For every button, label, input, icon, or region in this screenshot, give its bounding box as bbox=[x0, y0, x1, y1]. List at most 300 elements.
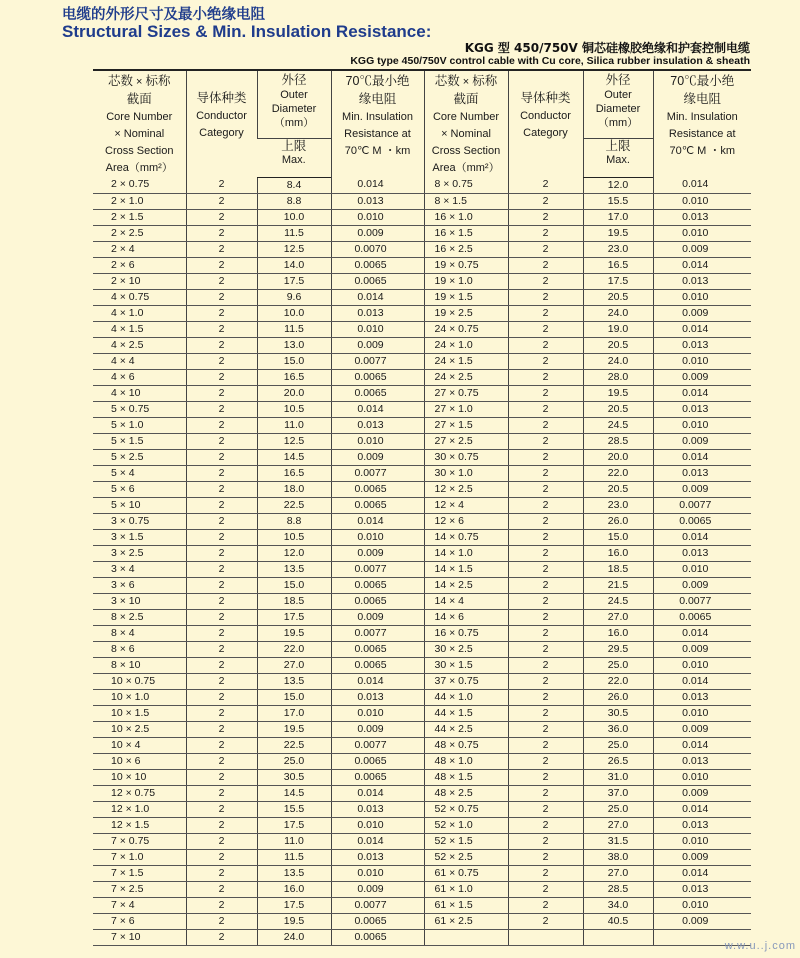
cell-insulation-resistance: 0.009 bbox=[331, 337, 424, 353]
cell-insulation-resistance: 0.014 bbox=[331, 785, 424, 801]
cell-outer-diameter-2: 28.0 bbox=[583, 369, 653, 385]
table-row bbox=[93, 273, 751, 289]
cell-core-size-2: 30 × 1.5 bbox=[424, 657, 508, 673]
cell-insulation-resistance-2: 0.0065 bbox=[653, 609, 751, 625]
cell-insulation-resistance: 0.0065 bbox=[331, 273, 424, 289]
cell-outer-diameter: 20.0 bbox=[257, 385, 331, 401]
cell-core-size-2: 52 × 0.75 bbox=[424, 801, 508, 817]
cell-outer-diameter-2: 29.5 bbox=[583, 641, 653, 657]
cell-core-size: 7 × 6 bbox=[93, 913, 186, 929]
cell-insulation-resistance-2: 0.010 bbox=[653, 561, 751, 577]
cell-insulation-resistance-2: 0.014 bbox=[653, 449, 751, 465]
cell-outer-diameter: 14.0 bbox=[257, 257, 331, 273]
cell-outer-diameter: 22.0 bbox=[257, 641, 331, 657]
cell-outer-diameter-2: 27.0 bbox=[583, 817, 653, 833]
cell-insulation-resistance: 0.013 bbox=[331, 689, 424, 705]
cell-insulation-resistance: 0.0065 bbox=[331, 753, 424, 769]
cell-conductor: 2 bbox=[186, 273, 257, 289]
cell-insulation-resistance-2: 0.0077 bbox=[653, 593, 751, 609]
cell-insulation-resistance-2: 0.013 bbox=[653, 817, 751, 833]
cell-outer-diameter-2: 38.0 bbox=[583, 849, 653, 865]
cell-conductor-2: 2 bbox=[508, 417, 583, 433]
table-row bbox=[93, 593, 751, 609]
cell-core-size-2: 14 × 1.5 bbox=[424, 561, 508, 577]
cell-insulation-resistance: 0.0065 bbox=[331, 593, 424, 609]
cell-conductor-2: 2 bbox=[508, 481, 583, 497]
cell-core-size-2: 44 × 1.5 bbox=[424, 705, 508, 721]
cell-outer-diameter-2: 34.0 bbox=[583, 897, 653, 913]
watermark: w.w.u..j.com bbox=[724, 940, 796, 952]
cell-outer-diameter-2: 15.0 bbox=[583, 529, 653, 545]
cell-outer-diameter-2: 40.5 bbox=[583, 913, 653, 929]
cell-outer-diameter-2 bbox=[583, 929, 653, 945]
cell-core-size-2: 16 × 0.75 bbox=[424, 625, 508, 641]
cell-conductor: 2 bbox=[186, 929, 257, 945]
cell-insulation-resistance: 0.0065 bbox=[331, 641, 424, 657]
cell-conductor: 2 bbox=[186, 337, 257, 353]
cell-outer-diameter-2: 23.0 bbox=[583, 241, 653, 257]
cell-core-size: 10 × 0.75 bbox=[93, 673, 186, 689]
page-title-cn: 电缆的外形尺寸及最小绝缘电阻 bbox=[62, 7, 265, 23]
cell-outer-diameter: 13.5 bbox=[257, 865, 331, 881]
header-diameter-max: 上限 Max. bbox=[257, 138, 331, 177]
cell-insulation-resistance-2: 0.009 bbox=[653, 721, 751, 737]
cell-core-size-2: 12 × 6 bbox=[424, 513, 508, 529]
header-outer-diameter: 外径 Outer Diameter （mm） bbox=[257, 70, 331, 138]
cell-core-size: 4 × 1.5 bbox=[93, 321, 186, 337]
cell-conductor-2: 2 bbox=[508, 577, 583, 593]
cell-outer-diameter-2: 17.5 bbox=[583, 273, 653, 289]
cell-insulation-resistance-2: 0.0077 bbox=[653, 497, 751, 513]
cell-insulation-resistance-2: 0.009 bbox=[653, 785, 751, 801]
cell-insulation-resistance-2: 0.013 bbox=[653, 273, 751, 289]
cell-core-size-2: 24 × 1.0 bbox=[424, 337, 508, 353]
cell-outer-diameter-2: 28.5 bbox=[583, 881, 653, 897]
table-row bbox=[93, 481, 751, 497]
table-row bbox=[93, 529, 751, 545]
cell-insulation-resistance: 0.010 bbox=[331, 209, 424, 225]
cell-outer-diameter: 18.5 bbox=[257, 593, 331, 609]
table-row bbox=[93, 769, 751, 785]
cell-outer-diameter-2: 20.0 bbox=[583, 449, 653, 465]
cell-core-size-2: 30 × 2.5 bbox=[424, 641, 508, 657]
cell-insulation-resistance-2: 0.013 bbox=[653, 689, 751, 705]
cell-conductor: 2 bbox=[186, 401, 257, 417]
cell-outer-diameter-2: 16.0 bbox=[583, 625, 653, 641]
cell-core-size-2: 30 × 0.75 bbox=[424, 449, 508, 465]
cell-insulation-resistance-2: 0.009 bbox=[653, 481, 751, 497]
cell-conductor: 2 bbox=[186, 513, 257, 529]
table-row bbox=[93, 369, 751, 385]
cell-core-size: 12 × 1.5 bbox=[93, 817, 186, 833]
cell-conductor-2: 2 bbox=[508, 497, 583, 513]
cell-core-size-2: 16 × 2.5 bbox=[424, 241, 508, 257]
cell-conductor: 2 bbox=[186, 849, 257, 865]
cell-outer-diameter: 14.5 bbox=[257, 449, 331, 465]
cell-core-size: 2 × 1.5 bbox=[93, 209, 186, 225]
cell-insulation-resistance-2: 0.010 bbox=[653, 353, 751, 369]
cell-insulation-resistance-2: 0.010 bbox=[653, 657, 751, 673]
cell-outer-diameter: 17.5 bbox=[257, 273, 331, 289]
cell-insulation-resistance: 0.0077 bbox=[331, 465, 424, 481]
table-row bbox=[93, 625, 751, 641]
cell-insulation-resistance-2: 0.009 bbox=[653, 433, 751, 449]
table-row bbox=[93, 913, 751, 929]
table-row bbox=[93, 545, 751, 561]
cell-insulation-resistance-2: 0.014 bbox=[653, 529, 751, 545]
cell-core-size: 4 × 6 bbox=[93, 369, 186, 385]
cell-insulation-resistance-2: 0.013 bbox=[653, 545, 751, 561]
cell-insulation-resistance-2: 0.014 bbox=[653, 177, 751, 193]
cell-core-size-2: 48 × 0.75 bbox=[424, 737, 508, 753]
cell-conductor-2: 2 bbox=[508, 897, 583, 913]
cell-conductor: 2 bbox=[186, 449, 257, 465]
cell-outer-diameter: 10.0 bbox=[257, 209, 331, 225]
table-row bbox=[93, 241, 751, 257]
cell-core-size-2: 24 × 2.5 bbox=[424, 369, 508, 385]
table-row bbox=[93, 705, 751, 721]
table-row bbox=[93, 257, 751, 273]
cell-insulation-resistance-2: 0.010 bbox=[653, 417, 751, 433]
cell-core-size: 5 × 0.75 bbox=[93, 401, 186, 417]
cell-conductor-2: 2 bbox=[508, 641, 583, 657]
cell-insulation-resistance: 0.013 bbox=[331, 849, 424, 865]
cell-conductor: 2 bbox=[186, 897, 257, 913]
cell-outer-diameter-2: 20.5 bbox=[583, 289, 653, 305]
cell-conductor: 2 bbox=[186, 529, 257, 545]
header-core-size-2: 芯数 × 标称 截面 Core Number × Nominal Cross Section Area（mm²） bbox=[424, 70, 508, 177]
cell-insulation-resistance: 0.014 bbox=[331, 177, 424, 193]
cell-insulation-resistance-2: 0.009 bbox=[653, 369, 751, 385]
cell-core-size-2: 61 × 1.5 bbox=[424, 897, 508, 913]
cell-core-size: 3 × 0.75 bbox=[93, 513, 186, 529]
cell-outer-diameter: 22.5 bbox=[257, 737, 331, 753]
cell-outer-diameter-2: 21.5 bbox=[583, 577, 653, 593]
table-row bbox=[93, 673, 751, 689]
table-row bbox=[93, 353, 751, 369]
cell-insulation-resistance-2: 0.014 bbox=[653, 321, 751, 337]
cell-outer-diameter: 27.0 bbox=[257, 657, 331, 673]
cell-core-size: 4 × 4 bbox=[93, 353, 186, 369]
cell-outer-diameter-2: 26.0 bbox=[583, 513, 653, 529]
cell-outer-diameter-2: 31.0 bbox=[583, 769, 653, 785]
table-row bbox=[93, 785, 751, 801]
header-insulation: 70℃最小绝 缘电阻 Min. Insulation Resistance at 70℃ M ・km bbox=[331, 70, 424, 177]
cell-core-size-2: 14 × 6 bbox=[424, 609, 508, 625]
cell-insulation-resistance: 0.013 bbox=[331, 417, 424, 433]
cell-insulation-resistance-2: 0.009 bbox=[653, 241, 751, 257]
cell-core-size-2: 52 × 1.5 bbox=[424, 833, 508, 849]
cell-outer-diameter: 15.5 bbox=[257, 801, 331, 817]
cell-insulation-resistance: 0.014 bbox=[331, 513, 424, 529]
cell-outer-diameter-2: 22.0 bbox=[583, 673, 653, 689]
table-row bbox=[93, 225, 751, 241]
cell-conductor-2: 2 bbox=[508, 257, 583, 273]
cell-core-size: 8 × 6 bbox=[93, 641, 186, 657]
cell-outer-diameter: 18.0 bbox=[257, 481, 331, 497]
cell-insulation-resistance-2: 0.014 bbox=[653, 865, 751, 881]
cell-outer-diameter-2: 19.5 bbox=[583, 225, 653, 241]
cell-outer-diameter: 17.5 bbox=[257, 609, 331, 625]
cell-outer-diameter: 19.5 bbox=[257, 625, 331, 641]
cell-core-size: 5 × 10 bbox=[93, 497, 186, 513]
cell-core-size-2: 61 × 1.0 bbox=[424, 881, 508, 897]
cell-outer-diameter: 10.5 bbox=[257, 401, 331, 417]
cell-core-size-2: 27 × 1.5 bbox=[424, 417, 508, 433]
table-row bbox=[93, 209, 751, 225]
cell-core-size: 12 × 1.0 bbox=[93, 801, 186, 817]
cell-insulation-resistance: 0.0065 bbox=[331, 257, 424, 273]
cell-outer-diameter-2: 16.0 bbox=[583, 545, 653, 561]
cell-outer-diameter-2: 25.0 bbox=[583, 801, 653, 817]
cell-conductor: 2 bbox=[186, 561, 257, 577]
cell-outer-diameter-2: 30.5 bbox=[583, 705, 653, 721]
table-row bbox=[93, 193, 751, 209]
cell-outer-diameter: 11.5 bbox=[257, 321, 331, 337]
cell-outer-diameter: 8.8 bbox=[257, 513, 331, 529]
table-row bbox=[93, 177, 751, 193]
header-conductor: 导体种类 Conductor Category bbox=[186, 70, 257, 177]
cell-core-size-2: 30 × 1.0 bbox=[424, 465, 508, 481]
cell-conductor: 2 bbox=[186, 545, 257, 561]
cell-core-size-2: 14 × 1.0 bbox=[424, 545, 508, 561]
cell-conductor: 2 bbox=[186, 753, 257, 769]
cell-conductor-2: 2 bbox=[508, 833, 583, 849]
cell-conductor: 2 bbox=[186, 193, 257, 209]
cell-insulation-resistance-2: 0.014 bbox=[653, 625, 751, 641]
cell-conductor-2: 2 bbox=[508, 369, 583, 385]
cell-outer-diameter-2: 31.5 bbox=[583, 833, 653, 849]
cell-core-size: 10 × 6 bbox=[93, 753, 186, 769]
cell-conductor-2: 2 bbox=[508, 177, 583, 193]
cell-outer-diameter-2: 20.5 bbox=[583, 401, 653, 417]
cell-core-size: 7 × 10 bbox=[93, 929, 186, 945]
cell-insulation-resistance: 0.013 bbox=[331, 801, 424, 817]
cell-conductor-2: 2 bbox=[508, 721, 583, 737]
cell-outer-diameter-2: 18.5 bbox=[583, 561, 653, 577]
cell-conductor: 2 bbox=[186, 353, 257, 369]
cell-conductor-2: 2 bbox=[508, 913, 583, 929]
cell-outer-diameter: 11.5 bbox=[257, 225, 331, 241]
cell-conductor: 2 bbox=[186, 321, 257, 337]
cell-outer-diameter: 8.4 bbox=[257, 177, 331, 193]
cell-outer-diameter-2: 28.5 bbox=[583, 433, 653, 449]
cell-conductor: 2 bbox=[186, 833, 257, 849]
cell-insulation-resistance: 0.014 bbox=[331, 833, 424, 849]
cell-conductor-2: 2 bbox=[508, 289, 583, 305]
table-row bbox=[93, 449, 751, 465]
cell-core-size: 7 × 4 bbox=[93, 897, 186, 913]
cell-core-size-2: 61 × 0.75 bbox=[424, 865, 508, 881]
cell-core-size: 10 × 2.5 bbox=[93, 721, 186, 737]
cell-conductor-2: 2 bbox=[508, 465, 583, 481]
cell-core-size: 10 × 1.5 bbox=[93, 705, 186, 721]
cell-conductor: 2 bbox=[186, 593, 257, 609]
cell-core-size: 4 × 10 bbox=[93, 385, 186, 401]
cell-conductor-2: 2 bbox=[508, 705, 583, 721]
cell-insulation-resistance-2: 0.0065 bbox=[653, 513, 751, 529]
cell-core-size: 2 × 10 bbox=[93, 273, 186, 289]
table-row bbox=[93, 801, 751, 817]
cell-outer-diameter: 12.5 bbox=[257, 433, 331, 449]
table-row bbox=[93, 881, 751, 897]
cell-core-size-2: 61 × 2.5 bbox=[424, 913, 508, 929]
cell-insulation-resistance-2: 0.014 bbox=[653, 673, 751, 689]
cell-conductor: 2 bbox=[186, 609, 257, 625]
cell-conductor-2 bbox=[508, 929, 583, 945]
cell-outer-diameter: 15.0 bbox=[257, 353, 331, 369]
page-title-en: Structural Sizes & Min. Insulation Resistance: bbox=[62, 22, 432, 41]
cell-conductor-2: 2 bbox=[508, 849, 583, 865]
cell-conductor: 2 bbox=[186, 177, 257, 193]
cell-outer-diameter: 17.5 bbox=[257, 817, 331, 833]
cell-core-size: 5 × 6 bbox=[93, 481, 186, 497]
cell-conductor: 2 bbox=[186, 913, 257, 929]
cell-outer-diameter-2: 24.5 bbox=[583, 417, 653, 433]
cell-outer-diameter: 30.5 bbox=[257, 769, 331, 785]
table-subtitle-cn: KGG 型 450/750V 铜芯硅橡胶绝缘和护套控制电缆 bbox=[464, 41, 750, 55]
cell-core-size-2: 44 × 1.0 bbox=[424, 689, 508, 705]
header-core-size: 芯数 × 标称 截面 Core Number × Nominal Cross Section Area（mm²） bbox=[93, 70, 186, 177]
cell-conductor: 2 bbox=[186, 785, 257, 801]
cell-outer-diameter-2: 15.5 bbox=[583, 193, 653, 209]
cell-conductor: 2 bbox=[186, 817, 257, 833]
cell-core-size: 8 × 2.5 bbox=[93, 609, 186, 625]
cell-conductor-2: 2 bbox=[508, 545, 583, 561]
cell-conductor: 2 bbox=[186, 881, 257, 897]
cable-spec-table bbox=[93, 69, 751, 946]
cell-core-size: 2 × 0.75 bbox=[93, 177, 186, 193]
cell-insulation-resistance-2: 0.013 bbox=[653, 465, 751, 481]
cell-outer-diameter: 12.0 bbox=[257, 545, 331, 561]
cell-conductor: 2 bbox=[186, 801, 257, 817]
cell-outer-diameter: 11.0 bbox=[257, 417, 331, 433]
cell-insulation-resistance: 0.0065 bbox=[331, 497, 424, 513]
cell-conductor-2: 2 bbox=[508, 529, 583, 545]
cell-conductor: 2 bbox=[186, 481, 257, 497]
cell-outer-diameter-2: 19.0 bbox=[583, 321, 653, 337]
cell-insulation-resistance: 0.010 bbox=[331, 529, 424, 545]
cell-insulation-resistance: 0.010 bbox=[331, 705, 424, 721]
cell-conductor: 2 bbox=[186, 209, 257, 225]
cell-conductor-2: 2 bbox=[508, 385, 583, 401]
table-row bbox=[93, 689, 751, 705]
cell-conductor: 2 bbox=[186, 369, 257, 385]
cell-core-size: 5 × 2.5 bbox=[93, 449, 186, 465]
cell-conductor-2: 2 bbox=[508, 737, 583, 753]
cell-insulation-resistance: 0.009 bbox=[331, 721, 424, 737]
table-row bbox=[93, 385, 751, 401]
cell-insulation-resistance: 0.010 bbox=[331, 817, 424, 833]
cell-conductor-2: 2 bbox=[508, 817, 583, 833]
cell-outer-diameter-2: 23.0 bbox=[583, 497, 653, 513]
cell-core-size-2: 19 × 2.5 bbox=[424, 305, 508, 321]
cell-core-size-2: 8 × 0.75 bbox=[424, 177, 508, 193]
cell-insulation-resistance-2: 0.013 bbox=[653, 881, 751, 897]
cell-core-size-2: 14 × 4 bbox=[424, 593, 508, 609]
cell-core-size: 5 × 1.5 bbox=[93, 433, 186, 449]
table-row bbox=[93, 497, 751, 513]
cell-core-size-2: 24 × 0.75 bbox=[424, 321, 508, 337]
cell-core-size-2: 8 × 1.5 bbox=[424, 193, 508, 209]
cell-outer-diameter-2: 25.0 bbox=[583, 737, 653, 753]
cell-outer-diameter: 17.5 bbox=[257, 897, 331, 913]
cell-core-size: 3 × 4 bbox=[93, 561, 186, 577]
cell-insulation-resistance-2: 0.010 bbox=[653, 897, 751, 913]
table-row bbox=[93, 849, 751, 865]
cell-core-size-2: 48 × 2.5 bbox=[424, 785, 508, 801]
cell-core-size-2: 44 × 2.5 bbox=[424, 721, 508, 737]
cell-outer-diameter: 11.0 bbox=[257, 833, 331, 849]
cell-outer-diameter: 10.0 bbox=[257, 305, 331, 321]
table-row bbox=[93, 817, 751, 833]
header-insulation-2: 70℃最小绝 缘电阻 Min. Insulation Resistance at 70℃ M ・km bbox=[653, 70, 751, 177]
cell-insulation-resistance-2: 0.013 bbox=[653, 401, 751, 417]
cell-conductor: 2 bbox=[186, 641, 257, 657]
cell-conductor-2: 2 bbox=[508, 273, 583, 289]
cell-insulation-resistance: 0.0070 bbox=[331, 241, 424, 257]
cell-core-size: 7 × 1.0 bbox=[93, 849, 186, 865]
cell-insulation-resistance: 0.0077 bbox=[331, 353, 424, 369]
cell-conductor: 2 bbox=[186, 577, 257, 593]
cell-insulation-resistance-2: 0.009 bbox=[653, 913, 751, 929]
header-outer-diameter-2: 外径 Outer Diameter （mm） bbox=[583, 70, 653, 138]
cell-conductor: 2 bbox=[186, 497, 257, 513]
cell-conductor-2: 2 bbox=[508, 657, 583, 673]
table-row bbox=[93, 833, 751, 849]
cell-insulation-resistance-2: 0.010 bbox=[653, 225, 751, 241]
cell-conductor-2: 2 bbox=[508, 337, 583, 353]
cell-outer-diameter: 13.5 bbox=[257, 673, 331, 689]
table-row bbox=[93, 929, 751, 945]
table-row bbox=[93, 433, 751, 449]
table-row bbox=[93, 641, 751, 657]
cell-outer-diameter: 16.5 bbox=[257, 465, 331, 481]
cell-insulation-resistance-2: 0.010 bbox=[653, 289, 751, 305]
cell-core-size-2: 27 × 2.5 bbox=[424, 433, 508, 449]
cell-outer-diameter-2: 12.0 bbox=[583, 177, 653, 193]
cell-core-size: 2 × 6 bbox=[93, 257, 186, 273]
cell-insulation-resistance: 0.0077 bbox=[331, 737, 424, 753]
cell-insulation-resistance: 0.014 bbox=[331, 673, 424, 689]
cell-outer-diameter: 12.5 bbox=[257, 241, 331, 257]
cell-conductor: 2 bbox=[186, 433, 257, 449]
cell-conductor: 2 bbox=[186, 465, 257, 481]
table-row bbox=[93, 721, 751, 737]
cell-conductor: 2 bbox=[186, 241, 257, 257]
cell-outer-diameter: 11.5 bbox=[257, 849, 331, 865]
cell-insulation-resistance-2: 0.014 bbox=[653, 385, 751, 401]
cell-conductor-2: 2 bbox=[508, 401, 583, 417]
cell-conductor: 2 bbox=[186, 305, 257, 321]
cell-conductor: 2 bbox=[186, 257, 257, 273]
cell-insulation-resistance: 0.013 bbox=[331, 305, 424, 321]
cell-insulation-resistance: 0.014 bbox=[331, 289, 424, 305]
cell-core-size-2: 14 × 0.75 bbox=[424, 529, 508, 545]
cell-outer-diameter: 14.5 bbox=[257, 785, 331, 801]
cell-core-size: 4 × 1.0 bbox=[93, 305, 186, 321]
cell-outer-diameter: 13.5 bbox=[257, 561, 331, 577]
cell-insulation-resistance: 0.0065 bbox=[331, 929, 424, 945]
cell-outer-diameter-2: 24.0 bbox=[583, 353, 653, 369]
cell-outer-diameter: 8.8 bbox=[257, 193, 331, 209]
cell-core-size-2: 27 × 1.0 bbox=[424, 401, 508, 417]
cell-insulation-resistance: 0.0077 bbox=[331, 897, 424, 913]
cell-conductor: 2 bbox=[186, 865, 257, 881]
cell-insulation-resistance: 0.0077 bbox=[331, 561, 424, 577]
cell-insulation-resistance: 0.009 bbox=[331, 545, 424, 561]
cell-insulation-resistance-2: 0.010 bbox=[653, 705, 751, 721]
